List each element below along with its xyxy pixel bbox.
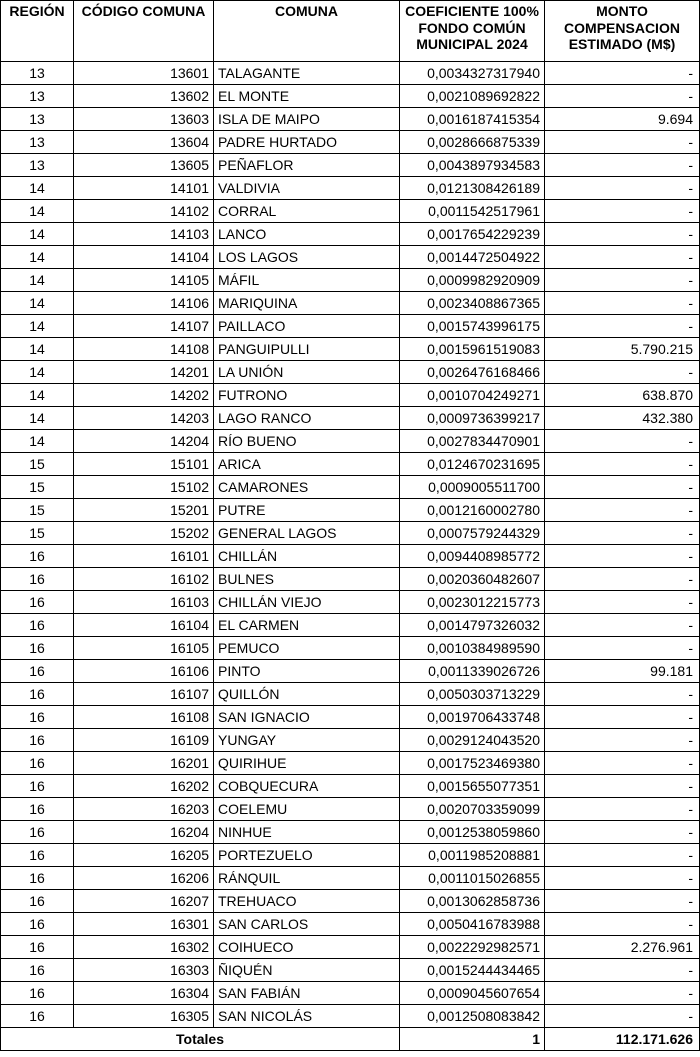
cell-coeficiente: 0,0010704249271 xyxy=(400,384,545,407)
cell-codigo-comuna: 16302 xyxy=(74,936,214,959)
cell-comuna: PEÑAFLOR xyxy=(214,154,400,177)
totals-label: Totales xyxy=(1,1028,400,1051)
cell-comuna: QUIRIHUE xyxy=(214,752,400,775)
cell-coeficiente: 0,0022292982571 xyxy=(400,936,545,959)
table-row xyxy=(1,1005,700,1028)
cell-coeficiente: 0,0010384989590 xyxy=(400,637,545,660)
cell-region: 16 xyxy=(1,706,74,729)
cell-monto: - xyxy=(545,706,700,729)
cell-monto: - xyxy=(545,729,700,752)
cell-comuna: ISLA DE MAIPO xyxy=(214,108,400,131)
cell-monto: - xyxy=(545,62,700,85)
cell-codigo-comuna: 16106 xyxy=(74,660,214,683)
cell-monto: - xyxy=(545,453,700,476)
cell-codigo-comuna: 16304 xyxy=(74,982,214,1005)
cell-codigo-comuna: 16107 xyxy=(74,683,214,706)
table-row xyxy=(1,752,700,775)
cell-coeficiente: 0,0043897934583 xyxy=(400,154,545,177)
cell-codigo-comuna: 15201 xyxy=(74,499,214,522)
header-region: REGIÓN xyxy=(1,1,74,62)
header-monto-compensacion: MONTO COMPENSACION ESTIMADO (M$) xyxy=(545,1,700,62)
cell-coeficiente: 0,0012508083842 xyxy=(400,1005,545,1028)
cell-monto: - xyxy=(545,200,700,223)
cell-monto: - xyxy=(545,844,700,867)
cell-comuna: PINTO xyxy=(214,660,400,683)
cell-codigo-comuna: 16103 xyxy=(74,591,214,614)
table-row xyxy=(1,683,700,706)
cell-codigo-comuna: 13605 xyxy=(74,154,214,177)
cell-coeficiente: 0,0009045607654 xyxy=(400,982,545,1005)
cell-region: 16 xyxy=(1,798,74,821)
cell-comuna: LOS LAGOS xyxy=(214,246,400,269)
cell-codigo-comuna: 13603 xyxy=(74,108,214,131)
table-row xyxy=(1,867,700,890)
table-row xyxy=(1,890,700,913)
cell-comuna: CAMARONES xyxy=(214,476,400,499)
cell-codigo-comuna: 15202 xyxy=(74,522,214,545)
table-row xyxy=(1,430,700,453)
cell-codigo-comuna: 13602 xyxy=(74,85,214,108)
cell-codigo-comuna: 14107 xyxy=(74,315,214,338)
table-row xyxy=(1,269,700,292)
table-row xyxy=(1,85,700,108)
cell-codigo-comuna: 16109 xyxy=(74,729,214,752)
cell-coeficiente: 0,0017654229239 xyxy=(400,223,545,246)
cell-coeficiente: 0,0124670231695 xyxy=(400,453,545,476)
cell-coeficiente: 0,0011985208881 xyxy=(400,844,545,867)
table-row xyxy=(1,108,700,131)
cell-comuna: RÁNQUIL xyxy=(214,867,400,890)
cell-monto: - xyxy=(545,614,700,637)
cell-comuna: PADRE HURTADO xyxy=(214,131,400,154)
cell-coeficiente: 0,0021089692822 xyxy=(400,85,545,108)
cell-codigo-comuna: 14202 xyxy=(74,384,214,407)
cell-region: 16 xyxy=(1,591,74,614)
cell-region: 16 xyxy=(1,821,74,844)
cell-comuna: RÍO BUENO xyxy=(214,430,400,453)
cell-region: 15 xyxy=(1,476,74,499)
cell-region: 16 xyxy=(1,729,74,752)
cell-region: 16 xyxy=(1,568,74,591)
cell-monto: - xyxy=(545,430,700,453)
cell-region: 15 xyxy=(1,499,74,522)
cell-region: 13 xyxy=(1,108,74,131)
cell-region: 14 xyxy=(1,430,74,453)
cell-comuna: MÁFIL xyxy=(214,269,400,292)
cell-monto: - xyxy=(545,1005,700,1028)
cell-codigo-comuna: 16202 xyxy=(74,775,214,798)
cell-region: 16 xyxy=(1,1005,74,1028)
table-row xyxy=(1,913,700,936)
cell-region: 16 xyxy=(1,890,74,913)
cell-codigo-comuna: 14105 xyxy=(74,269,214,292)
cell-region: 13 xyxy=(1,62,74,85)
cell-region: 16 xyxy=(1,637,74,660)
table-row xyxy=(1,177,700,200)
cell-comuna: PUTRE xyxy=(214,499,400,522)
totals-monto: 112.171.626 xyxy=(545,1028,700,1051)
cell-coeficiente: 0,0011542517961 xyxy=(400,200,545,223)
cell-region: 15 xyxy=(1,522,74,545)
cell-coeficiente: 0,0011015026855 xyxy=(400,867,545,890)
cell-region: 14 xyxy=(1,338,74,361)
cell-comuna: COBQUECURA xyxy=(214,775,400,798)
table-body xyxy=(1,62,700,1028)
cell-region: 13 xyxy=(1,154,74,177)
cell-comuna: ARICA xyxy=(214,453,400,476)
cell-comuna: BULNES xyxy=(214,568,400,591)
table-row xyxy=(1,821,700,844)
table-row xyxy=(1,982,700,1005)
cell-region: 13 xyxy=(1,131,74,154)
cell-coeficiente: 0,0015743996175 xyxy=(400,315,545,338)
cell-monto: - xyxy=(545,246,700,269)
cell-codigo-comuna: 16206 xyxy=(74,867,214,890)
cell-monto: - xyxy=(545,867,700,890)
cell-codigo-comuna: 15102 xyxy=(74,476,214,499)
table-row xyxy=(1,959,700,982)
cell-codigo-comuna: 16108 xyxy=(74,706,214,729)
cell-comuna: SAN CARLOS xyxy=(214,913,400,936)
cell-codigo-comuna: 14106 xyxy=(74,292,214,315)
cell-region: 16 xyxy=(1,936,74,959)
cell-monto: - xyxy=(545,775,700,798)
table-row xyxy=(1,591,700,614)
cell-coeficiente: 0,0023012215773 xyxy=(400,591,545,614)
table-row xyxy=(1,131,700,154)
cell-comuna: PANGUIPULLI xyxy=(214,338,400,361)
cell-comuna: CORRAL xyxy=(214,200,400,223)
header-codigo-comuna: CÓDIGO COMUNA xyxy=(74,1,214,62)
cell-region: 16 xyxy=(1,752,74,775)
cell-monto: 2.276.961 xyxy=(545,936,700,959)
cell-codigo-comuna: 16201 xyxy=(74,752,214,775)
cell-comuna: YUNGAY xyxy=(214,729,400,752)
cell-monto: - xyxy=(545,959,700,982)
table-row xyxy=(1,936,700,959)
cell-monto: - xyxy=(545,85,700,108)
cell-coeficiente: 0,0013062858736 xyxy=(400,890,545,913)
table-row xyxy=(1,522,700,545)
cell-comuna: FUTRONO xyxy=(214,384,400,407)
cell-monto: - xyxy=(545,269,700,292)
table-row xyxy=(1,499,700,522)
cell-monto: - xyxy=(545,223,700,246)
cell-comuna: SAN FABIÁN xyxy=(214,982,400,1005)
cell-comuna: MARIQUINA xyxy=(214,292,400,315)
cell-codigo-comuna: 16305 xyxy=(74,1005,214,1028)
cell-codigo-comuna: 14203 xyxy=(74,407,214,430)
cell-comuna: SAN NICOLÁS xyxy=(214,1005,400,1028)
table-row xyxy=(1,154,700,177)
cell-coeficiente: 0,0019706433748 xyxy=(400,706,545,729)
cell-coeficiente: 0,0034327317940 xyxy=(400,62,545,85)
cell-codigo-comuna: 13601 xyxy=(74,62,214,85)
cell-codigo-comuna: 16301 xyxy=(74,913,214,936)
cell-comuna: EL CARMEN xyxy=(214,614,400,637)
cell-codigo-comuna: 14101 xyxy=(74,177,214,200)
cell-codigo-comuna: 16203 xyxy=(74,798,214,821)
cell-coeficiente: 0,0014797326032 xyxy=(400,614,545,637)
table-row xyxy=(1,223,700,246)
cell-monto: - xyxy=(545,476,700,499)
cell-region: 14 xyxy=(1,292,74,315)
cell-comuna: ÑIQUÉN xyxy=(214,959,400,982)
cell-region: 16 xyxy=(1,959,74,982)
table-row xyxy=(1,246,700,269)
cell-monto: 638.870 xyxy=(545,384,700,407)
cell-codigo-comuna: 14103 xyxy=(74,223,214,246)
cell-comuna: GENERAL LAGOS xyxy=(214,522,400,545)
cell-region: 14 xyxy=(1,315,74,338)
cell-region: 16 xyxy=(1,913,74,936)
cell-coeficiente: 0,0007579244329 xyxy=(400,522,545,545)
cell-region: 14 xyxy=(1,177,74,200)
cell-monto: - xyxy=(545,568,700,591)
cell-comuna: QUILLÓN xyxy=(214,683,400,706)
cell-monto: - xyxy=(545,499,700,522)
cell-monto: - xyxy=(545,292,700,315)
cell-region: 14 xyxy=(1,361,74,384)
cell-region: 14 xyxy=(1,200,74,223)
cell-comuna: PEMUCO xyxy=(214,637,400,660)
table-row xyxy=(1,568,700,591)
cell-monto: 9.694 xyxy=(545,108,700,131)
cell-coeficiente: 0,0016187415354 xyxy=(400,108,545,131)
cell-comuna: COELEMU xyxy=(214,798,400,821)
cell-comuna: NINHUE xyxy=(214,821,400,844)
cell-monto: - xyxy=(545,752,700,775)
cell-monto: - xyxy=(545,798,700,821)
cell-region: 16 xyxy=(1,614,74,637)
cell-monto: - xyxy=(545,890,700,913)
cell-comuna: PORTEZUELO xyxy=(214,844,400,867)
table-row xyxy=(1,292,700,315)
cell-region: 14 xyxy=(1,384,74,407)
cell-coeficiente: 0,0015655077351 xyxy=(400,775,545,798)
cell-comuna: VALDIVIA xyxy=(214,177,400,200)
table-row xyxy=(1,775,700,798)
cell-comuna: LANCO xyxy=(214,223,400,246)
cell-monto: - xyxy=(545,361,700,384)
table-row xyxy=(1,798,700,821)
cell-codigo-comuna: 16105 xyxy=(74,637,214,660)
cell-coeficiente: 0,0009982920909 xyxy=(400,269,545,292)
cell-coeficiente: 0,0121308426189 xyxy=(400,177,545,200)
cell-region: 16 xyxy=(1,844,74,867)
cell-codigo-comuna: 14102 xyxy=(74,200,214,223)
cell-region: 16 xyxy=(1,982,74,1005)
header-coeficiente: COEFICIENTE 100% FONDO COMÚN MUNICIPAL 2024 xyxy=(400,1,545,62)
cell-comuna: CHILLÁN xyxy=(214,545,400,568)
cell-codigo-comuna: 15101 xyxy=(74,453,214,476)
table-row xyxy=(1,338,700,361)
cell-monto: 5.790.215 xyxy=(545,338,700,361)
cell-coeficiente: 0,0012538059860 xyxy=(400,821,545,844)
cell-coeficiente: 0,0011339026726 xyxy=(400,660,545,683)
cell-comuna: TALAGANTE xyxy=(214,62,400,85)
cell-codigo-comuna: 16207 xyxy=(74,890,214,913)
cell-monto: - xyxy=(545,683,700,706)
cell-coeficiente: 0,0029124043520 xyxy=(400,729,545,752)
table-row xyxy=(1,660,700,683)
cell-region: 16 xyxy=(1,545,74,568)
cell-monto: 99.181 xyxy=(545,660,700,683)
cell-monto: - xyxy=(545,637,700,660)
cell-comuna: SAN IGNACIO xyxy=(214,706,400,729)
cell-monto: 432.380 xyxy=(545,407,700,430)
cell-coeficiente: 0,0009736399217 xyxy=(400,407,545,430)
table-row xyxy=(1,706,700,729)
totals-coeficiente: 1 xyxy=(400,1028,545,1051)
cell-region: 16 xyxy=(1,867,74,890)
table-row xyxy=(1,637,700,660)
cell-region: 16 xyxy=(1,660,74,683)
table-row xyxy=(1,361,700,384)
header-comuna: COMUNA xyxy=(214,1,400,62)
cell-codigo-comuna: 16204 xyxy=(74,821,214,844)
table-row xyxy=(1,729,700,752)
cell-coeficiente: 0,0015961519083 xyxy=(400,338,545,361)
table-row xyxy=(1,407,700,430)
cell-comuna: LA UNIÓN xyxy=(214,361,400,384)
cell-codigo-comuna: 14204 xyxy=(74,430,214,453)
cell-monto: - xyxy=(545,913,700,936)
cell-comuna: EL MONTE xyxy=(214,85,400,108)
cell-codigo-comuna: 14108 xyxy=(74,338,214,361)
cell-comuna: LAGO RANCO xyxy=(214,407,400,430)
cell-codigo-comuna: 14201 xyxy=(74,361,214,384)
cell-coeficiente: 0,0014472504922 xyxy=(400,246,545,269)
cell-coeficiente: 0,0026476168466 xyxy=(400,361,545,384)
cell-coeficiente: 0,0050303713229 xyxy=(400,683,545,706)
cell-monto: - xyxy=(545,821,700,844)
cell-region: 14 xyxy=(1,269,74,292)
cell-region: 13 xyxy=(1,85,74,108)
cell-coeficiente: 0,0009005511700 xyxy=(400,476,545,499)
header-row xyxy=(1,1,700,62)
cell-monto: - xyxy=(545,982,700,1005)
cell-coeficiente: 0,0015244434465 xyxy=(400,959,545,982)
cell-comuna: TREHUACO xyxy=(214,890,400,913)
cell-codigo-comuna: 14104 xyxy=(74,246,214,269)
cell-coeficiente: 0,0023408867365 xyxy=(400,292,545,315)
cell-monto: - xyxy=(545,315,700,338)
cell-coeficiente: 0,0027834470901 xyxy=(400,430,545,453)
cell-monto: - xyxy=(545,522,700,545)
cell-coeficiente: 0,0050416783988 xyxy=(400,913,545,936)
cell-region: 14 xyxy=(1,223,74,246)
cell-monto: - xyxy=(545,545,700,568)
cell-monto: - xyxy=(545,131,700,154)
cell-comuna: COIHUECO xyxy=(214,936,400,959)
cell-codigo-comuna: 16205 xyxy=(74,844,214,867)
table-row xyxy=(1,315,700,338)
cell-codigo-comuna: 16102 xyxy=(74,568,214,591)
table-row xyxy=(1,844,700,867)
cell-comuna: PAILLACO xyxy=(214,315,400,338)
cell-codigo-comuna: 13604 xyxy=(74,131,214,154)
cell-coeficiente: 0,0020703359099 xyxy=(400,798,545,821)
cell-monto: - xyxy=(545,177,700,200)
cell-coeficiente: 0,0017523469380 xyxy=(400,752,545,775)
table-row xyxy=(1,476,700,499)
cell-codigo-comuna: 16101 xyxy=(74,545,214,568)
cell-coeficiente: 0,0012160002780 xyxy=(400,499,545,522)
cell-region: 14 xyxy=(1,407,74,430)
cell-coeficiente: 0,0028666875339 xyxy=(400,131,545,154)
table-row xyxy=(1,614,700,637)
cell-codigo-comuna: 16104 xyxy=(74,614,214,637)
cell-region: 15 xyxy=(1,453,74,476)
cell-region: 14 xyxy=(1,246,74,269)
table-row xyxy=(1,200,700,223)
table-row xyxy=(1,384,700,407)
table-row xyxy=(1,545,700,568)
cell-coeficiente: 0,0094408985772 xyxy=(400,545,545,568)
cell-monto: - xyxy=(545,591,700,614)
table-row xyxy=(1,453,700,476)
cell-region: 16 xyxy=(1,683,74,706)
cell-monto: - xyxy=(545,154,700,177)
cell-comuna: CHILLÁN VIEJO xyxy=(214,591,400,614)
cell-region: 16 xyxy=(1,775,74,798)
cell-codigo-comuna: 16303 xyxy=(74,959,214,982)
table-row xyxy=(1,62,700,85)
cell-coeficiente: 0,0020360482607 xyxy=(400,568,545,591)
totals-row xyxy=(1,1028,700,1051)
